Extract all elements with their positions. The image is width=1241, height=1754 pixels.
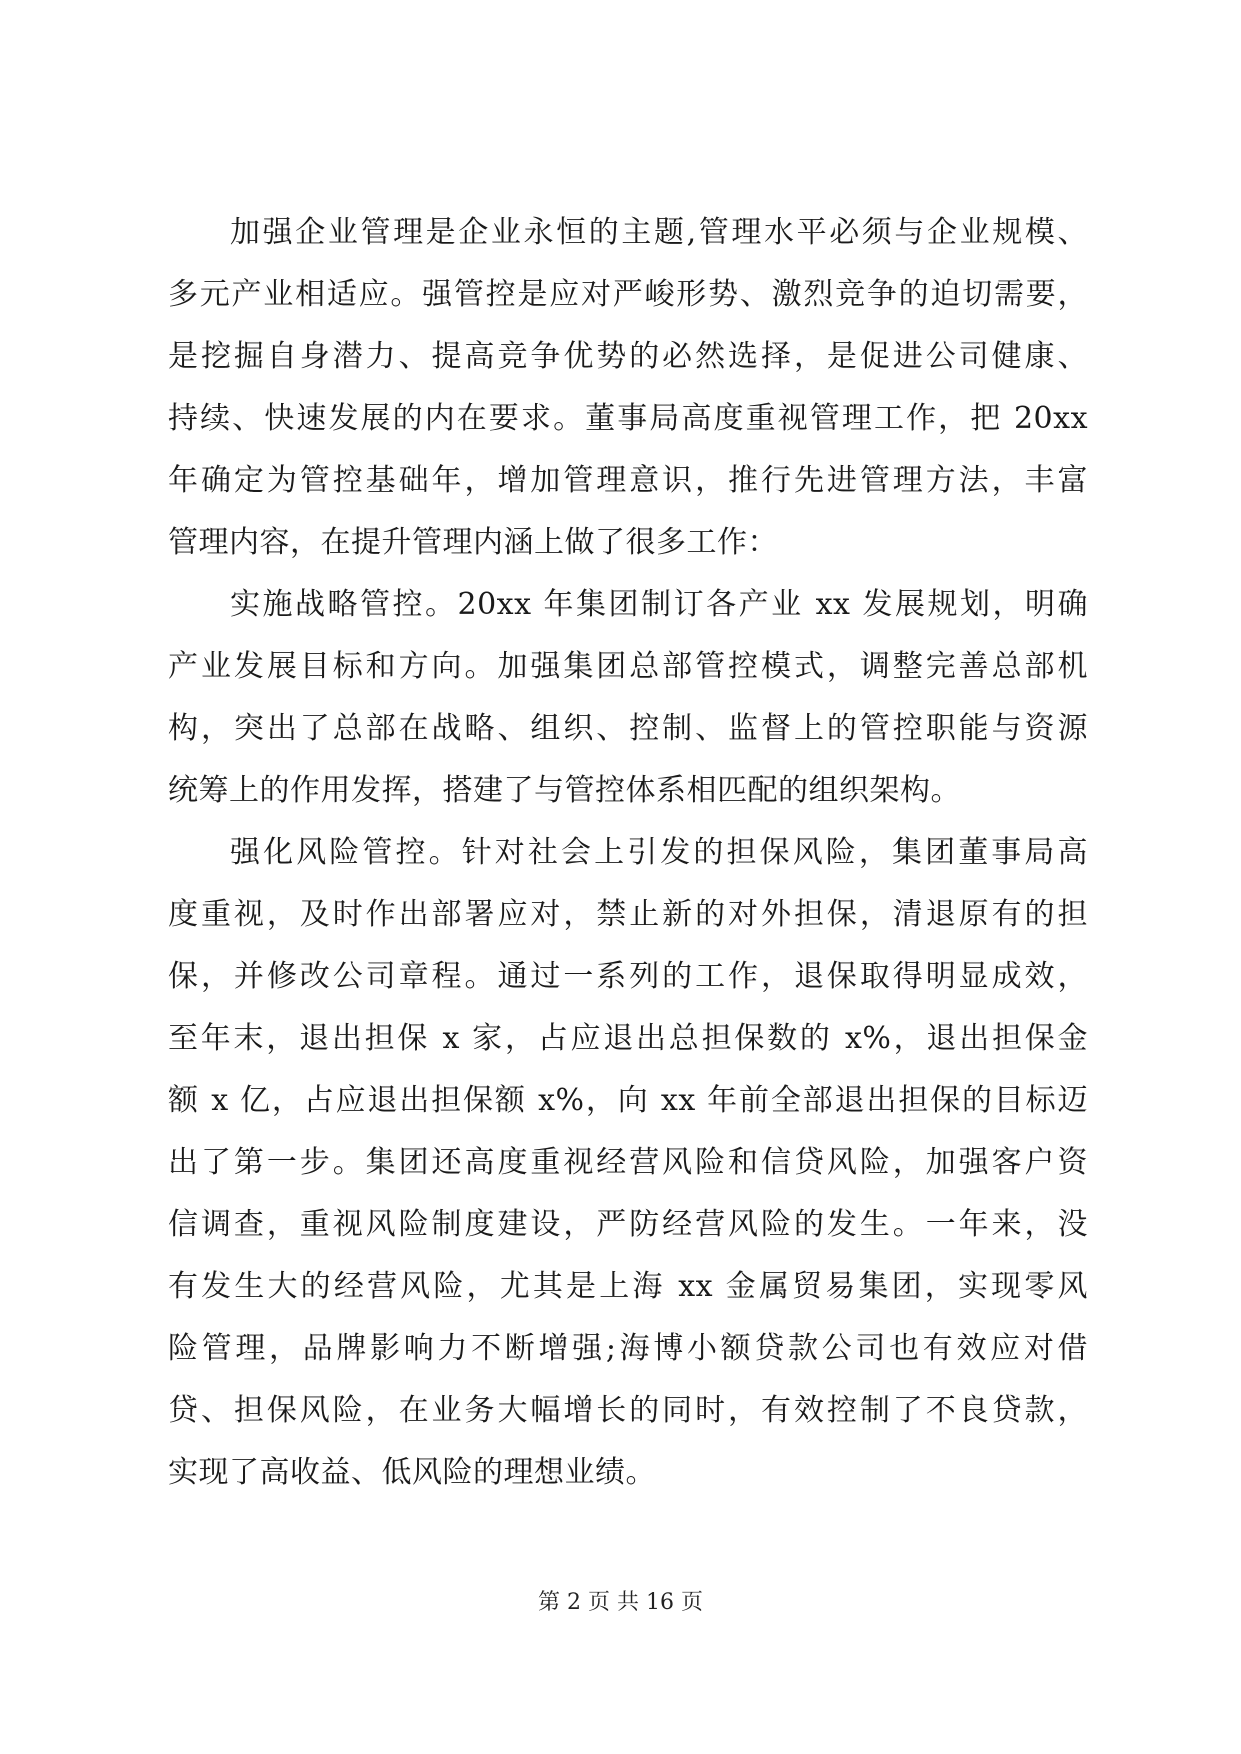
text-line: 信调查，重视风险制度建设，严防经营风险的发生。一年来，没 bbox=[168, 1207, 1088, 1242]
text-line: 统筹上的作用发挥，搭建了与管控体系相匹配的组织架构。 bbox=[168, 773, 961, 808]
text-line: 额 x 亿，占应退出担保额 x%，向 xx 年前全部退出担保的目标迈 bbox=[168, 1083, 1088, 1118]
text-line: 年确定为管控基础年，增加管理意识，推行先进管理方法，丰富 bbox=[168, 463, 1088, 498]
text-line: 是挖掘自身潜力、提高竞争优势的必然选择，是促进公司健康、 bbox=[168, 339, 1088, 374]
text-line: 加强企业管理是企业永恒的主题,管理水平必须与企业规模、 bbox=[230, 215, 1088, 250]
text-line: 度重视，及时作出部署应对，禁止新的对外担保，清退原有的担 bbox=[168, 897, 1088, 932]
text-line: 险管理，品牌影响力不断增强;海博小额贷款公司也有效应对借 bbox=[168, 1331, 1088, 1366]
text-line: 构，突出了总部在战略、组织、控制、监督上的管控职能与资源 bbox=[168, 711, 1088, 746]
text-line: 管理内容，在提升管理内涵上做了很多工作： bbox=[168, 525, 778, 560]
text-line: 至年末，退出担保 x 家，占应退出总担保数的 x%，退出担保金 bbox=[168, 1021, 1088, 1056]
text-line: 持续、快速发展的内在要求。董事局高度重视管理工作，把 20xx bbox=[168, 401, 1088, 436]
paragraph-strategy-control bbox=[168, 574, 1088, 822]
paragraph-management bbox=[168, 202, 1088, 574]
document-body bbox=[168, 202, 1088, 1504]
text-line: 保，并修改公司章程。通过一系列的工作，退保取得明显成效， bbox=[168, 959, 1088, 994]
text-line: 有发生大的经营风险，尤其是上海 xx 金属贸易集团，实现零风 bbox=[168, 1269, 1088, 1304]
text-line: 多元产业相适应。强管控是应对严峻形势、激烈竞争的迫切需要， bbox=[168, 277, 1088, 312]
paragraph-risk-control bbox=[168, 822, 1088, 1504]
text-line: 实施战略管控。20xx 年集团制订各产业 xx 发展规划，明确 bbox=[230, 587, 1088, 622]
text-line: 产业发展目标和方向。加强集团总部管控模式，调整完善总部机 bbox=[168, 649, 1088, 684]
text-line: 出了第一步。集团还高度重视经营风险和信贷风险，加强客户资 bbox=[168, 1145, 1088, 1180]
page-number-footer: 第 2 页 共 16 页 bbox=[538, 1590, 703, 1615]
text-line: 贷、担保风险，在业务大幅增长的同时，有效控制了不良贷款， bbox=[168, 1393, 1088, 1428]
text-line: 强化风险管控。针对社会上引发的担保风险，集团董事局高 bbox=[230, 835, 1088, 870]
text-line: 实现了高收益、低风险的理想业绩。 bbox=[168, 1455, 656, 1490]
